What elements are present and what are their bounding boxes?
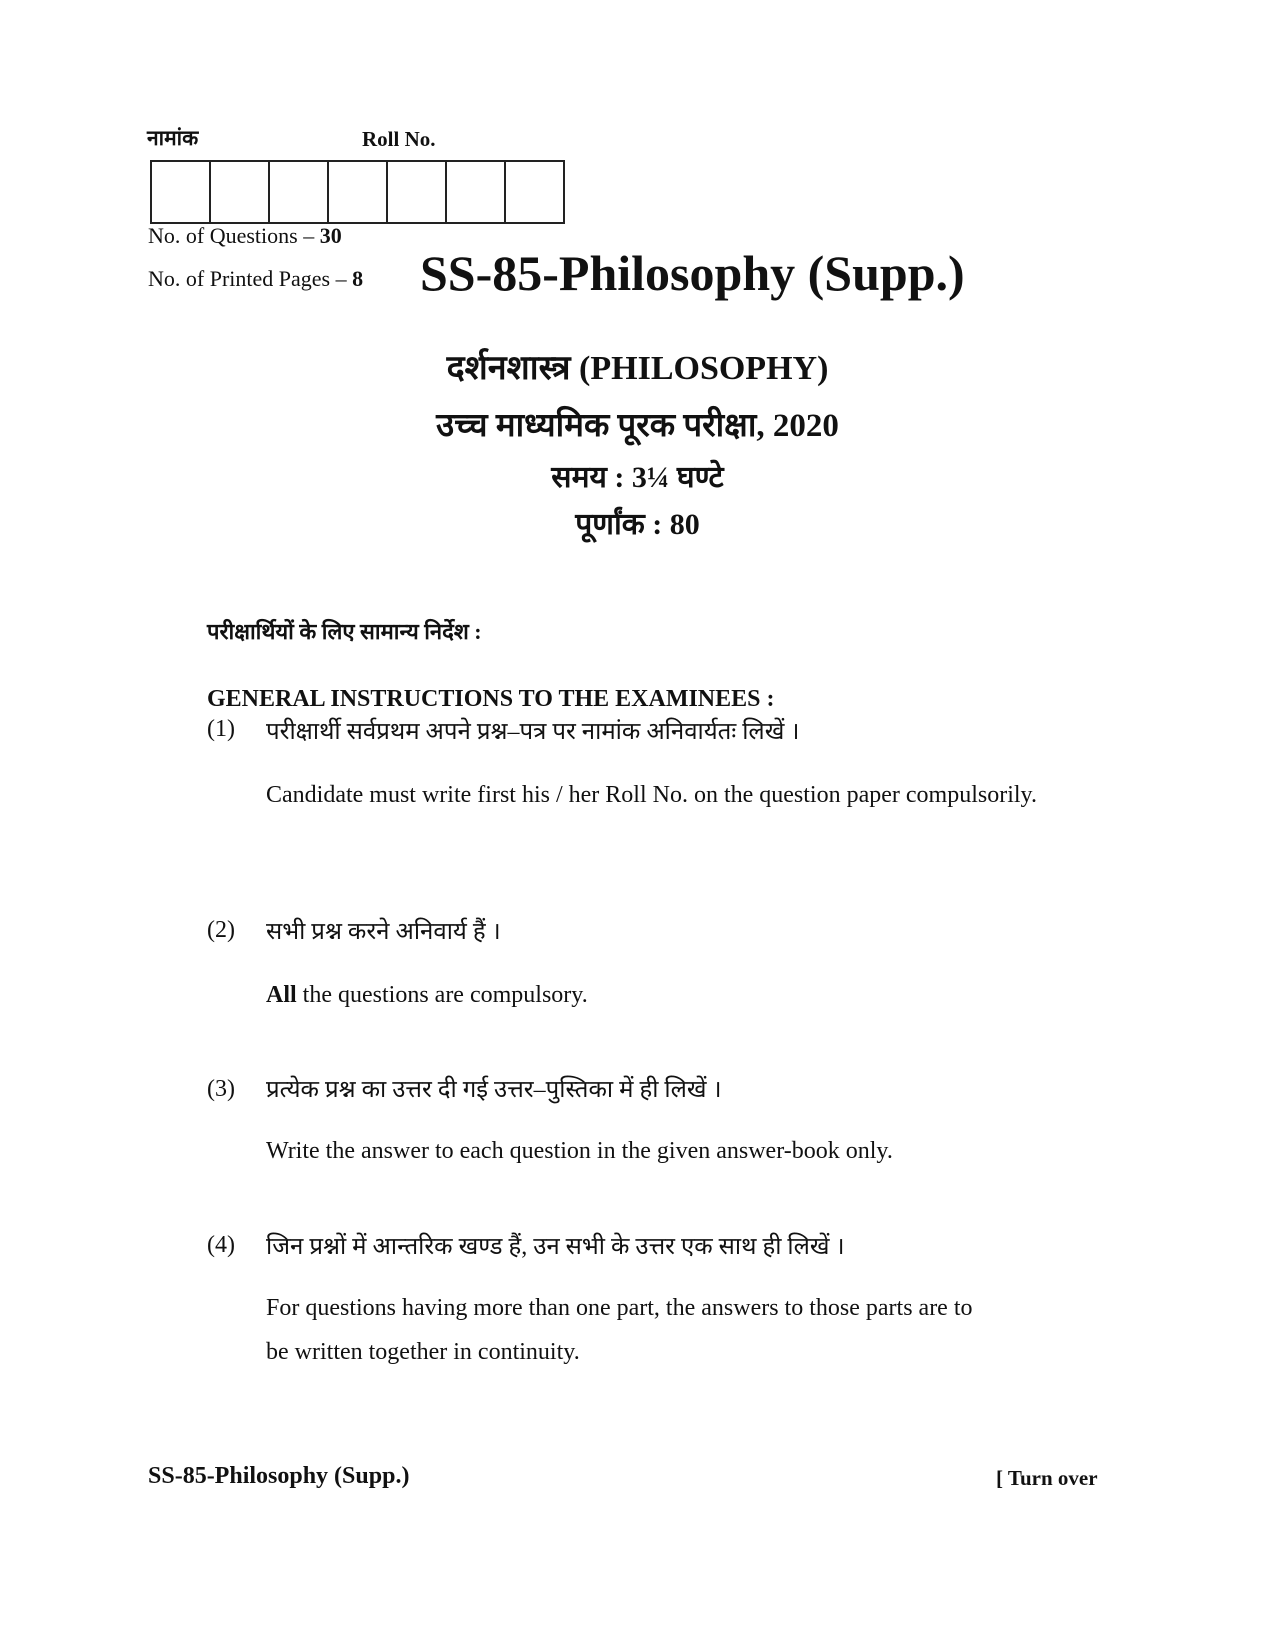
roll-box[interactable] (211, 162, 270, 222)
roll-box[interactable] (329, 162, 388, 222)
instruction-english-line-1: For questions having more than one part, the answers to those parts are to (266, 1295, 973, 1321)
roll-label-hindi: नामांक (147, 126, 199, 150)
paper-code-title: SS-85-Philosophy (Supp.) (420, 245, 965, 301)
turn-over-note: [ Turn over (996, 1466, 1098, 1490)
roll-box[interactable] (152, 162, 211, 222)
exam-name: उच्च माध्यमिक पूरक परीक्षा, 2020 (436, 408, 839, 444)
instructions-heading-english: GENERAL INSTRUCTIONS TO THE EXAMINEES : (207, 686, 775, 712)
instruction-number: (2) (207, 917, 235, 943)
instruction-english-bold: All (266, 982, 297, 1008)
instruction-english: Candidate must write first his / her Roll No. on the question paper compulsorily. (266, 782, 1037, 808)
instruction-english-rest: the questions are compulsory. (296, 982, 588, 1008)
roll-box[interactable] (388, 162, 447, 222)
pages-label: No. of Printed Pages – (148, 266, 353, 291)
footer-paper-code: SS-85-Philosophy (Supp.) (148, 1463, 410, 1489)
instruction-english: Write the answer to each question in the given answer-book only. (266, 1138, 893, 1164)
roll-box[interactable] (506, 162, 565, 222)
max-marks: पूर्णांक : 80 (575, 508, 700, 541)
instruction-number: (3) (207, 1076, 235, 1102)
instruction-english-line-2: be written together in continuity. (266, 1339, 580, 1365)
instructions-heading-hindi: परीक्षार्थियों के लिए सामान्य निर्देश : (207, 619, 482, 644)
instruction-english (266, 972, 1101, 1018)
questions-label: No. of Questions – (148, 223, 320, 248)
roll-label-english: Roll No. (362, 127, 436, 151)
exam-duration: समय : 3¼ घण्टे (551, 461, 724, 494)
roll-box[interactable] (270, 162, 329, 222)
subject-title: दर्शनशास्त्र (PHILOSOPHY) (446, 350, 829, 387)
number-of-pages (148, 266, 363, 292)
instruction-number: (4) (207, 1232, 235, 1258)
instruction-hindi: सभी प्रश्न करने अनिवार्य हैं । (266, 919, 501, 945)
instruction-hindi: जिन प्रश्नों में आन्तरिक खण्ड हैं, उन सभी के उत्तर एक साथ ही लिखें । (266, 1234, 845, 1260)
roll-box[interactable] (447, 162, 506, 222)
number-of-questions (148, 223, 342, 249)
roll-number-boxes (150, 160, 565, 224)
pages-value: 8 (352, 266, 364, 291)
questions-value: 30 (319, 223, 342, 248)
instruction-hindi: परीक्षार्थी सर्वप्रथम अपने प्रश्न–पत्र पर नामांक अनिवार्यतः लिखें । (266, 719, 800, 745)
instruction-hindi: प्रत्येक प्रश्न का उत्तर दी गई उत्तर–पुस्तिका में ही लिखें । (266, 1077, 722, 1103)
instruction-number: (1) (207, 716, 235, 742)
